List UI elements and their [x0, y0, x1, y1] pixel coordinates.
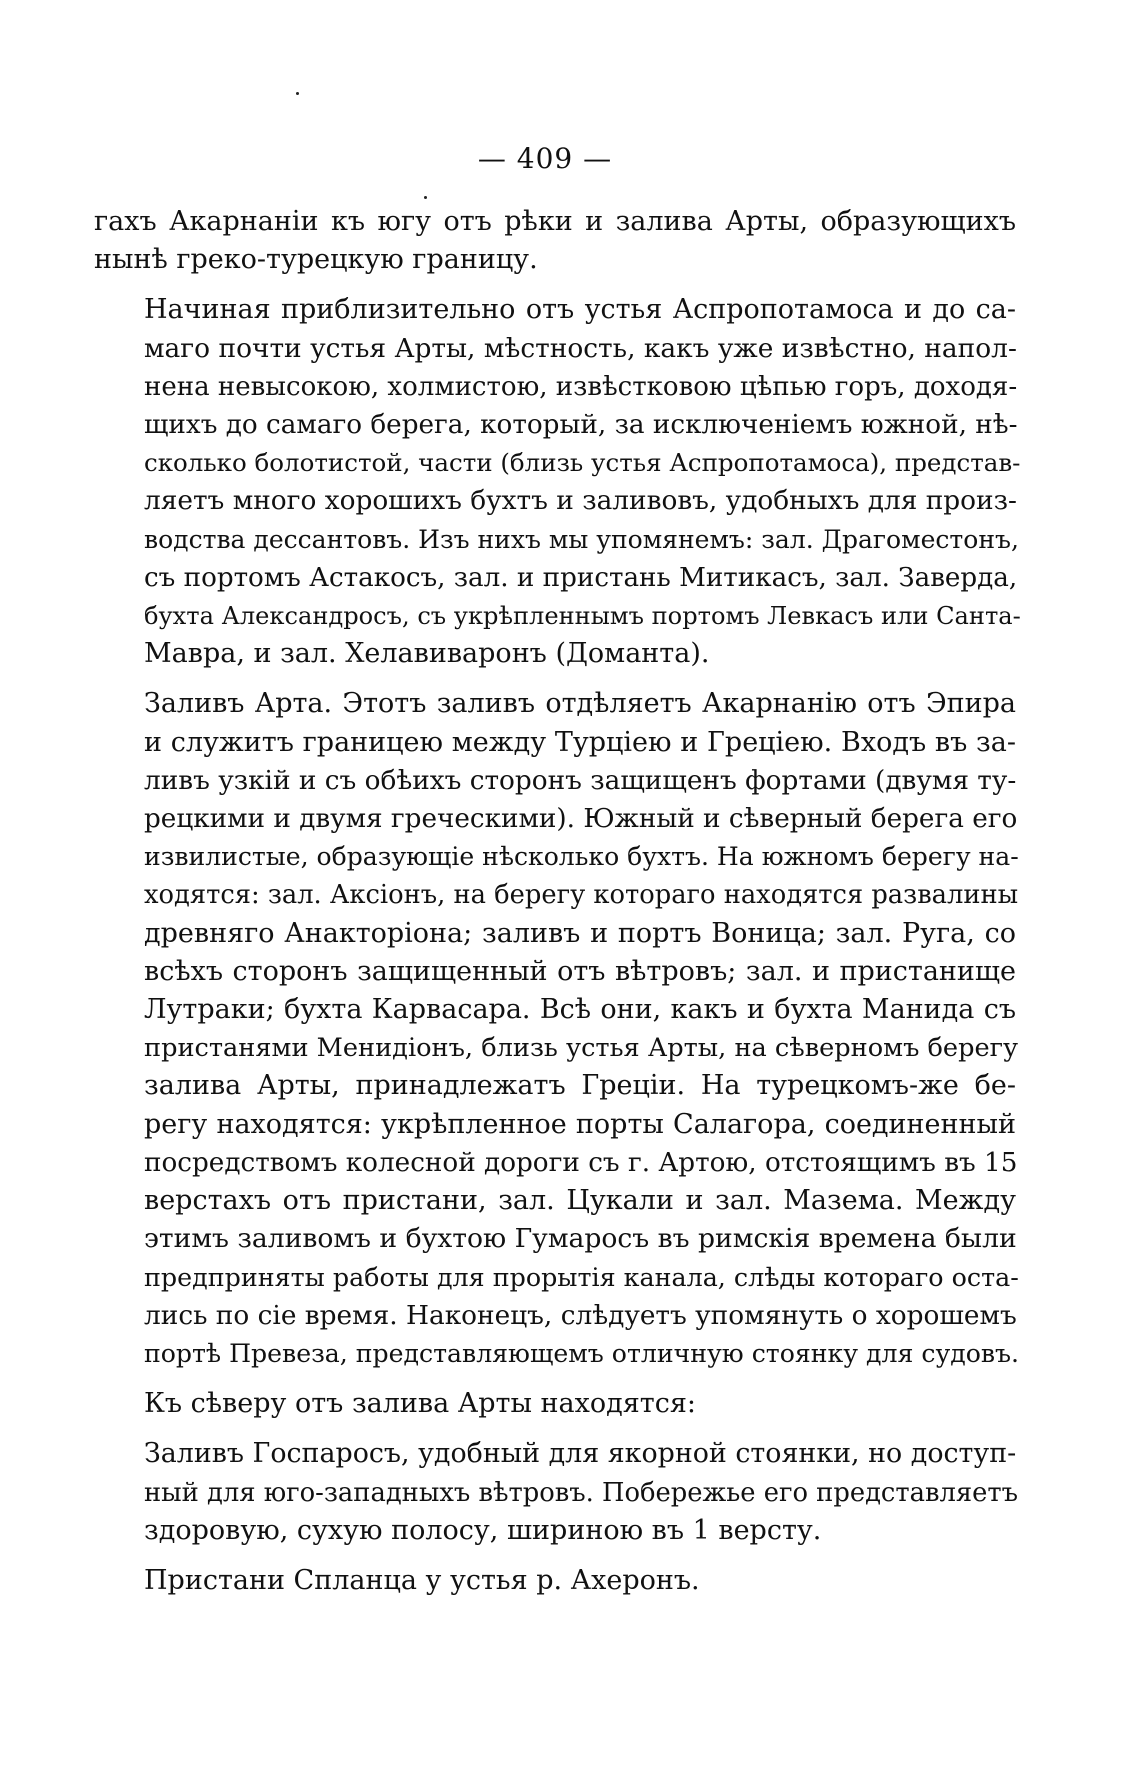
text-line: предприняты работы для прорытія канала, слѣды котораго оста- — [144, 1262, 1019, 1293]
text-line: Пристани Спланца у устья р. Ахеронъ. — [144, 1564, 700, 1596]
text-line: лись по сіе время. Наконецъ, слѣдуетъ упомянуть о хорошемъ — [144, 1300, 1017, 1331]
text-line: ливъ узкій и съ обѣихъ сторонъ защищенъ фортами (двумя ту- — [144, 765, 1017, 796]
text-line: съ портомъ Астакосъ, зал. и пристань Митикасъ, зал. Заверда, — [144, 562, 1018, 593]
text-line: здоровую, сухую полосу, шириною въ 1 версту. — [144, 1514, 822, 1546]
text-line: регу находятся: укрѣпленное порты Салагора, соединенный — [144, 1108, 1016, 1140]
text-line: залива Арты, принадлежатъ Греціи. На турецкомъ-же бе- — [144, 1070, 1016, 1102]
text-line: всѣхъ сторонъ защищенный отъ вѣтровъ; зал. и пристанище — [144, 955, 1016, 987]
text-line: этимъ заливомъ и бухтою Гумаросъ въ римскія времена были — [144, 1223, 1017, 1255]
paragraph — [94, 685, 1020, 1373]
text-line: пристанями Менидіонъ, близь устья Арты, на сѣверномъ берегу — [144, 1033, 1019, 1064]
text-line: ляетъ много хорошихъ бухтъ и заливовъ, удобныхъ для произ- — [144, 486, 1017, 517]
text-line: рецкими и двумя греческими). Южный и сѣверный берега его — [144, 804, 1018, 835]
text-line: и служитъ границею между Турціею и Греціею. Входъ въ за- — [144, 726, 1016, 758]
text-line: верстахъ отъ пристани, зал. Цукали и зал. Мазема. Между — [144, 1185, 1016, 1217]
paragraph — [94, 1385, 1016, 1423]
text-line: Къ сѣверу отъ залива Арты находятся: — [144, 1388, 696, 1420]
paragraph — [94, 1562, 1016, 1600]
text-line: портѣ Превеза, представляющемъ отличную стоянку для судовъ. — [144, 1338, 1020, 1368]
print-speck — [296, 92, 299, 95]
text-line: нена невысокою, холмистою, извѣстковою цѣпью горъ, доходя- — [144, 371, 1018, 402]
paragraph — [94, 291, 1021, 673]
print-speck — [424, 196, 427, 199]
text-line: ный для юго-западныхъ вѣтровъ. Побережье его представляетъ — [144, 1477, 1019, 1508]
text-line: гахъ Акарнаніи къ югу отъ рѣки и залива Арты, образующихъ — [94, 206, 1016, 237]
text-line: водства дессантовъ. Изъ нихъ мы упомянемъ: зал. Драгоместонъ, — [144, 524, 1019, 554]
text-line: древняго Анакторіона; заливъ и портъ Воница; зал. Руга, со — [144, 917, 1016, 949]
text-line: бухта Александросъ, съ укрѣпленнымъ портомъ Левкасъ или Санта- — [144, 602, 1021, 631]
page-number: — 409 — — [477, 142, 613, 175]
text-line: Начиная приблизительно отъ устья Аспропотамоса и до са- — [144, 294, 1016, 326]
paragraph — [94, 203, 1016, 279]
text-line: Маврa, и зал. Хелавиваронъ (Доманта). — [144, 638, 710, 670]
body-text — [94, 203, 1021, 1600]
text-line: ходятся: зал. Аксіонъ, на берегу котораго находятся развалины — [144, 880, 1019, 911]
text-line: щихъ до самаго берега, который, за исключеніемъ южной, нѣ- — [144, 410, 1018, 441]
text-line: маго почти устья Арты, мѣстность, какъ уже извѣстно, напол- — [144, 332, 1017, 364]
text-line: нынѣ греко-турецкую границу. — [94, 244, 538, 276]
text-line: Заливъ Арта. Этотъ заливъ отдѣляетъ Акарнанію отъ Эпира — [144, 688, 1016, 720]
text-line: сколько болотистой, части (близь устья Аспропотамоса), представ- — [144, 448, 1021, 478]
text-line: посредствомъ колесной дороги съ г. Артою, отстоящимъ въ 15 — [144, 1147, 1018, 1178]
text-line: Заливъ Госпаросъ, удобный для якорной стоянки, но доступ- — [144, 1438, 1017, 1470]
paragraph — [94, 1435, 1019, 1550]
text-line: извилистые, образующіе нѣсколько бухтъ. На южномъ берегу на- — [144, 842, 1019, 872]
text-line: Лутраки; бухта Карвасара. Всѣ они, какъ и бухта Манида съ — [144, 994, 1016, 1026]
